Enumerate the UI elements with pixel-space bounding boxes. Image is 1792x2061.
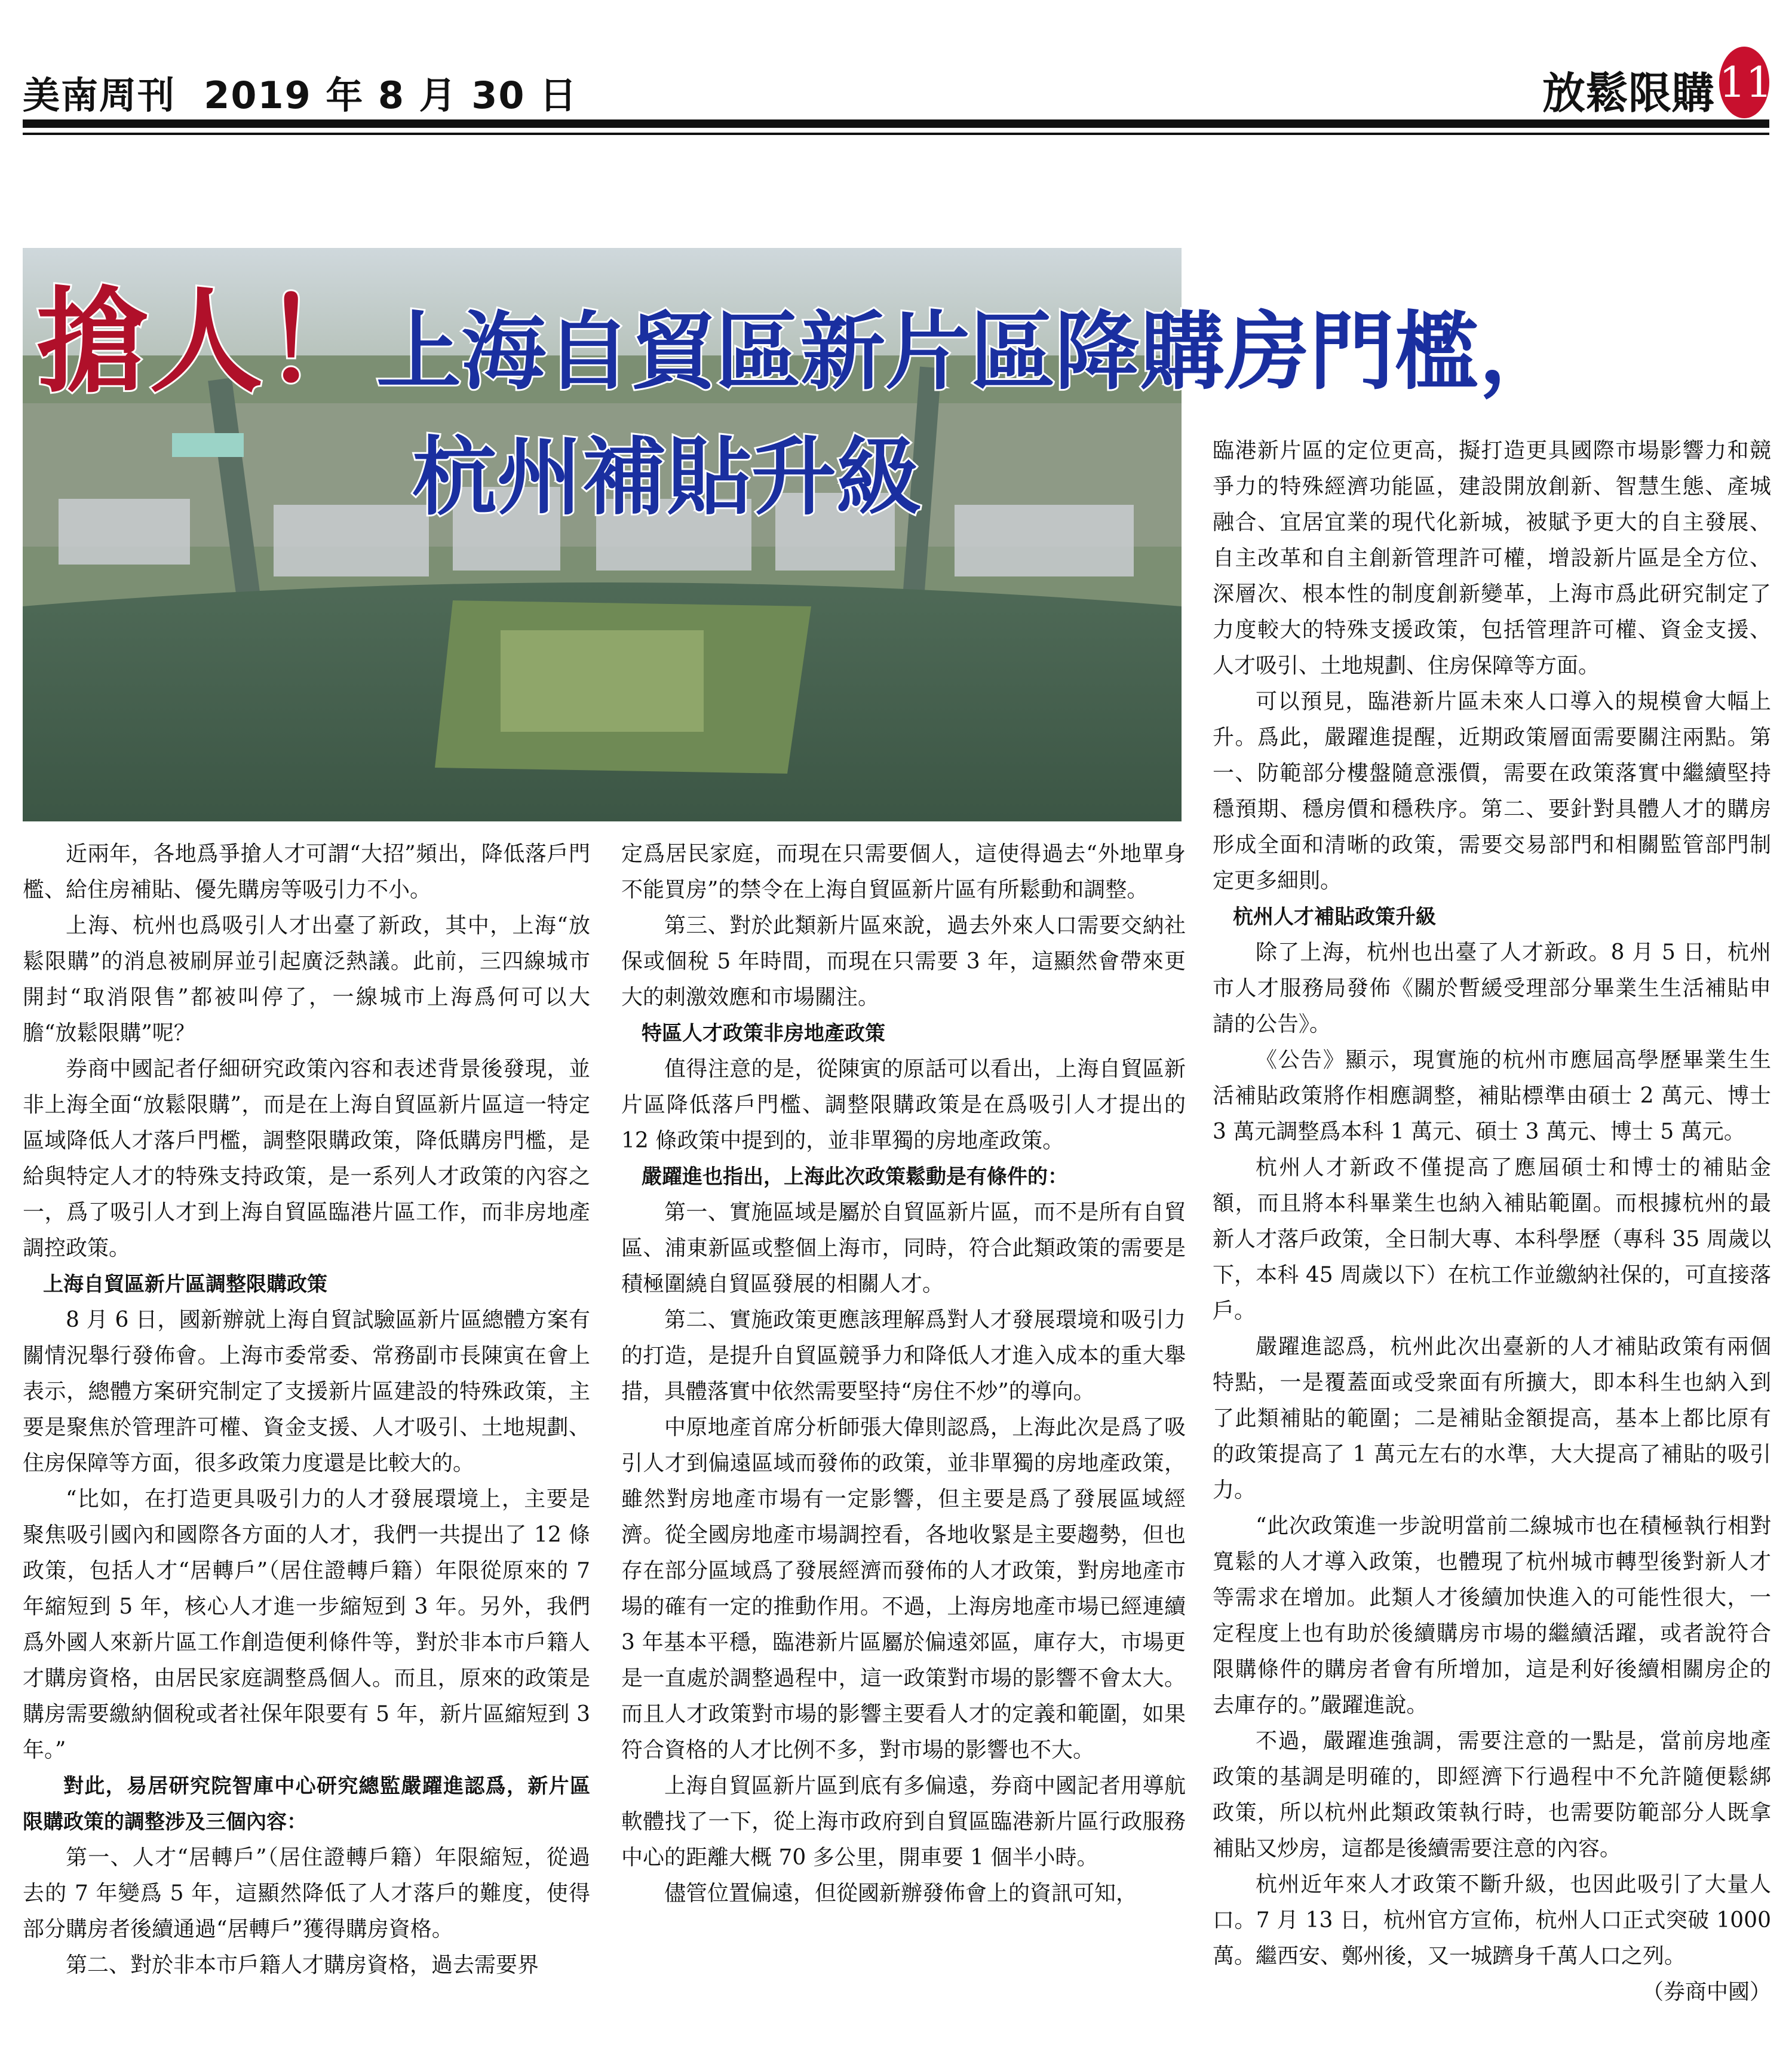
paragraph: 第三、對於此類新片區來說，過去外來人口需要交納社保或個稅 5 年時間，而現在只需要 3 年，這顯然會帶來更大的刺激效應和市場關注。 bbox=[621, 913, 1186, 1010]
subheading: 上海自貿區新片區調整限購政策 bbox=[43, 1272, 327, 1296]
paragraph: 券商中國記者仔細研究政策內容和表述背景後發現，並非上海全面“放鬆限購”，而是在上海自貿區新片區這一特定區域降低人才落戶門檻，調整限購政策，降低購房門檻，是給與特定人才的特殊支持政策，是一系列人才政策的內容之一，爲了吸引人才到上海自貿區臨港片區工作，而非房地產調控政策。 bbox=[23, 1057, 590, 1260]
paragraph: 值得注意的是，從陳寅的原話可以看出，上海自貿區新片區降低落戶門檻、調整限購政策是在爲吸引人才提出的 12 條政策中提到的，並非單獨的房地產政策。 bbox=[621, 1057, 1186, 1153]
headline-red: 搶人！ bbox=[36, 276, 377, 408]
subheading: 特區人才政策非房地產政策 bbox=[642, 1022, 885, 1045]
lead-paragraph: 嚴躍進也指出，上海此次政策鬆動是有條件的： bbox=[642, 1165, 1068, 1189]
paragraph: 近兩年，各地爲爭搶人才可謂“大招”頻出，降低落戶門檻、給住房補貼、優先購房等吸引力不小。 bbox=[23, 842, 590, 902]
article-column-3 bbox=[1213, 433, 1771, 2010]
header-rule bbox=[23, 119, 1769, 128]
paragraph: 第一、人才“居轉戶”（居住證轉戶籍）年限縮短，從過去的 7 年變爲 5 年，這顯然降低了人才落戶的難度，使得部分購房者後續通過“居轉戶”獲得購房資格。 bbox=[23, 1845, 590, 1942]
subheading: 杭州人才補貼政策升級 bbox=[1233, 905, 1436, 929]
paragraph: “比如，在打造更具吸引力的人才發展環境上，主要是聚焦吸引國內和國際各方面的人才，我們一共提出了 12 條政策，包括人才“居轉戶”（居住證轉戶籍）年限從原來的 7 年縮短到 5 年，核心人才進一步縮短到 3 年。另外，我們爲外國人來新片區工作創造便利條件等，對於非本市戶籍人才購房資格，由居民家庭調整爲個人。而且，原來的政策是購房需要繳納個稅或者社保年限要有 5 年，新片區縮短到 3 年。” bbox=[23, 1487, 590, 1762]
page-number-badge: 11 bbox=[1719, 47, 1769, 118]
paragraph: 定爲居民家庭，而現在只需要個人，這使得過去“外地單身不能買房”的禁令在上海自貿區新片區有所鬆動和調整。 bbox=[621, 842, 1186, 902]
headline-blue: 上海自貿區新片區降購房門檻， bbox=[376, 303, 1564, 401]
issue-date: 2019 年 8 月 30 日 bbox=[204, 73, 578, 117]
lead-paragraph: 對此，易居研究院智庫中心研究總監嚴躍進認爲，新片區限購政策的調整涉及三個內容： bbox=[23, 1774, 590, 1834]
section-title: 放鬆限購 bbox=[1542, 68, 1714, 118]
paragraph: 第二、對於非本市戶籍人才購房資格，過去需要界 bbox=[66, 1953, 539, 1977]
paragraph: 嚴躍進認爲，杭州此次出臺新的人才補貼政策有兩個特點，一是覆蓋面或受衆面有所擴大，即本科生也納入到了此類補貼的範圍；二是補貼金額提高，基本上都比原有的政策提高了 1 萬元左右的水準，大大提高了補貼的吸引力。 bbox=[1213, 1335, 1771, 1502]
paragraph: 杭州近年來人才政策不斷升級，也因此吸引了大量人口。7 月 13 日，杭州官方宣佈，杭州人口正式突破 1000 萬。繼西安、鄭州後，又一城躋身千萬人口之列。 bbox=[1213, 1872, 1771, 1968]
paragraph: 除了上海，杭州也出臺了人才新政。8 月 5 日，杭州市人才服務局發佈《關於暫緩受理部分畢業生生活補貼申請的公告》。 bbox=[1213, 940, 1771, 1036]
article-column-1 bbox=[23, 836, 590, 1983]
paragraph: 可以預見，臨港新片區未來人口導入的規模會大幅上升。爲此，嚴躍進提醒，近期政策層面需要關注兩點。第一、防範部分樓盤隨意漲價，需要在政策落實中繼續堅持穩預期、穩房價和穩秩序。第二、要針對具體人才的購房形成全面和清晰的政策，需要交易部門和相關監管部門制定更多細則。 bbox=[1213, 689, 1771, 893]
header-rule-thin bbox=[23, 133, 1769, 135]
paragraph: “此次政策進一步說明當前二線城市也在積極執行相對寬鬆的人才導入政策，也體現了杭州城市轉型後對新人才等需求在增加。此類人才後續加快進入的可能性很大，一定程度上也有助於後續購房市場的繼續活躍，或者說符合限購條件的購房者會有所增加，這是利好後續相關房企的去庫存的。”嚴躍進說。 bbox=[1213, 1514, 1771, 1718]
paragraph: 《公告》顯示，現實施的杭州市應屆高學歷畢業生生活補貼政策將作相應調整，補貼標準由碩士 2 萬元、博士 3 萬元調整爲本科 1 萬元、碩士 3 萬元、博士 5 萬元。 bbox=[1213, 1048, 1771, 1144]
article-column-2 bbox=[621, 836, 1186, 1912]
paragraph: 上海、杭州也爲吸引人才出臺了新政，其中，上海“放鬆限購”的消息被刷屏並引起廣泛熱議。此前，三四線城市開封“取消限售”都被叫停了，一線城市上海爲何可以大膽“放鬆限購”呢？ bbox=[23, 913, 590, 1045]
paragraph: 臨港新片區的定位更高，擬打造更具國際市場影響力和競爭力的特殊經濟功能區，建設開放創新、智慧生態、產城融合、宜居宜業的現代化新城，被賦予更大的自主發展、自主改革和自主創新管理許可權，增設新片區是全方位、深層次、根本性的制度創新變革，上海市爲此研究制定了力度較大的特殊支援政策，包括管理許可權、資金支援、人才吸引、土地規劃、住房保障等方面。 bbox=[1213, 438, 1771, 678]
paragraph: 第一、實施區域是屬於自貿區新片區，而不是所有自貿區、浦東新區或整個上海市，同時，符合此類政策的需要是積極圍繞自貿區發展的相關人才。 bbox=[621, 1200, 1186, 1296]
publication-name: 美南周刊 bbox=[23, 73, 176, 117]
headline-line2: 杭州補貼升級 bbox=[412, 428, 921, 527]
paragraph: 第二、實施政策更應該理解爲對人才發展環境和吸引力的打造，是提升自貿區競爭力和降低人才進入成本的重大舉措，具體落實中依然需要堅持“房住不炒”的導向。 bbox=[621, 1308, 1186, 1404]
paragraph: 不過，嚴躍進強調，需要注意的一點是，當前房地產政策的基調是明確的，即經濟下行過程中不允許隨便鬆綁政策，所以杭州此類政策執行時，也需要防範部分人既拿補貼又炒房，這都是後續需要注意的內容。 bbox=[1213, 1729, 1771, 1861]
paragraph: 上海自貿區新片區到底有多偏遠，券商中國記者用導航軟體找了一下，從上海市政府到自貿區臨港新片區行政服務中心的距離大概 70 多公里，開車要 1 個半小時。 bbox=[621, 1774, 1186, 1870]
headline bbox=[36, 251, 1564, 414]
paragraph: 儘管位置偏遠，但從國新辦發佈會上的資訊可知， bbox=[664, 1881, 1138, 1906]
source-credit: （券商中國） bbox=[1641, 1980, 1771, 2004]
paragraph: 杭州人才新政不僅提高了應屆碩士和博士的補貼金額，而且將本科畢業生也納入補貼範圍。而根據杭州的最新人才落戶政策，全日制大專、本科學歷（專科 35 周歲以下，本科 45 周歲以下）在杭工作並繳納社保的，可直接落戶。 bbox=[1213, 1155, 1771, 1323]
paragraph: 8 月 6 日，國新辦就上海自貿試驗區新片區總體方案有關情況舉行發佈會。上海市委常委、常務副市長陳寅在會上表示，總體方案研究制定了支援新片區建設的特殊政策，主要是聚焦於管理許可權、資金支援、人才吸引、土地規劃、住房保障等方面，很多政策力度還是比較大的。 bbox=[23, 1308, 590, 1476]
masthead-date bbox=[23, 66, 578, 119]
paragraph: 中原地產首席分析師張大偉則認爲，上海此次是爲了吸引人才到偏遠區域而發佈的政策，並非單獨的房地產政策，雖然對房地產市場有一定影響，但主要是爲了發展區域經濟。從全國房地產市場調控看，各地收緊是主要趨勢，但也存在部分區域爲了發展經濟而發佈的人才政策，對房地產市場的確有一定的推動作用。不過，上海房地產市場已經連續 3 年基本平穩，臨港新片區屬於偏遠郊區，庫存大，市場更是一直處於調整過程中，這一政策對市場的影響不會太大。而且人才政策對市場的影響主要看人才的定義和範圍，如果符合資格的人才比例不多，對市場的影響也不大。 bbox=[621, 1415, 1186, 1762]
